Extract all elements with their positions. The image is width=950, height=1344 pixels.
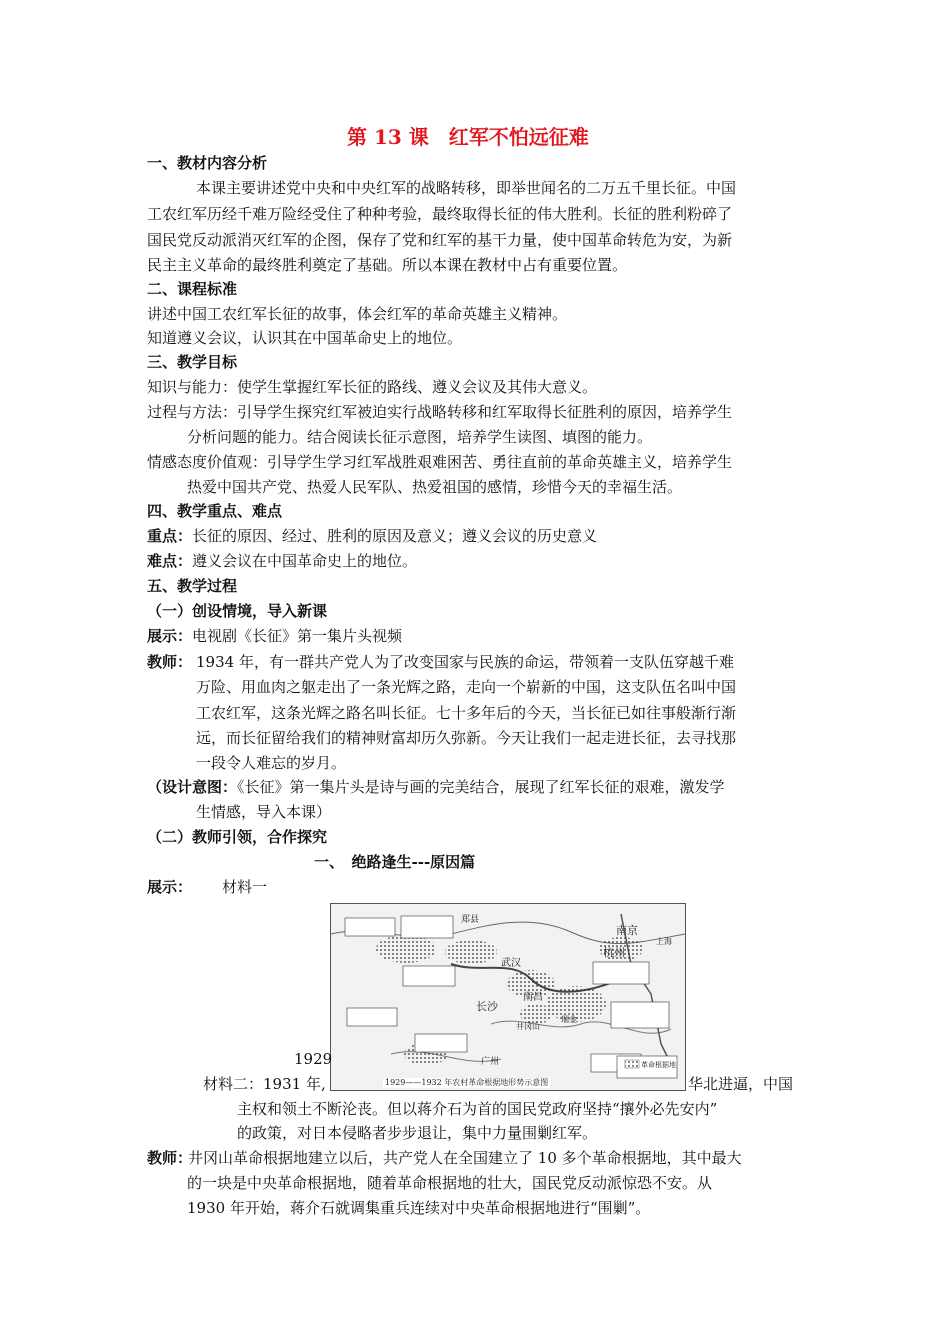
map-label: 南昌 (523, 992, 543, 1003)
key-point-label: 重点： (147, 527, 193, 545)
paragraph-line: 工农红军历经千难万险经受住了种种考验，最终取得长征的伟大胜利。长征的胜利粉碎了 (147, 205, 733, 223)
base-map-figure (330, 903, 686, 1091)
paragraph-line: 讲述中国工农红军长征的故事，体会红军的革命英雄主义精神。 (147, 305, 568, 323)
paragraph-line: 本课主要讲述党中央和中央红军的战略转移，即举世闻名的二万五千里长征。中国 (196, 179, 737, 197)
design-intent-text: 《长征》第一集片头是诗与画的完美结合，展现了红军长征的艰难，激发学 (237, 778, 725, 796)
design-intent-line (147, 777, 725, 797)
teacher-line: 工农红军，这条光辉之路名叫长征。七十多年后的今天，当长征已如往事般渐行渐 (196, 704, 737, 722)
paragraph-line: 知道遵义会议，认识其在中国革命史上的地位。 (147, 329, 463, 347)
teacher-line: 的一块是中央革命根据地，随着革命根据地的壮大，国民党反动派惊恐不安。从 (187, 1174, 713, 1192)
section-heading-process: 五、教学过程 (147, 577, 238, 595)
show-text: 电视剧《长征》第一集片头视频 (192, 627, 403, 645)
teacher-label: 教师： (147, 653, 193, 671)
page-title: 第 13 课 红军不怕远征难 (347, 125, 589, 149)
map-legend-label: 革命根据地 (641, 1061, 676, 1069)
difficulty-label: 难点： (147, 552, 193, 570)
teacher-line: 远，而长征留给我们的精神财富却历久弥新。今天让我们一起走进长征，去寻找那 (196, 729, 737, 747)
material-two-start: 材料二：1931 年, (203, 1075, 326, 1093)
subsection-heading: （二）教师引领，合作探究 (147, 828, 328, 846)
paragraph-line: 情感态度价值观：引导学生学习红军战胜艰难困苦、勇往直前的革命英雄主义，培养学生 (147, 453, 733, 471)
key-point-text: 长征的原因、经过、胜利的原因及意义；遵义会议的历史意义 (192, 527, 598, 545)
paragraph-line: 热爱中国共产党、热爱人民军队、热爱祖国的感情，珍惜今天的幸福生活。 (187, 478, 683, 496)
map-label: 杭州 (603, 946, 625, 959)
section-heading-focus: 四、教学重点、难点 (147, 502, 283, 520)
map-label: 瑞金 (561, 1015, 577, 1024)
material-one-label: 材料一 (222, 878, 268, 896)
base-area (376, 935, 436, 963)
teacher-line: 1930 年开始，蒋介石就调集重兵连续对中央革命根据地进行“围剿”。 (187, 1199, 651, 1217)
show-line (147, 626, 402, 646)
paragraph-line: 国民党反动派消灭红军的企图，保存了党和红军的基干力量，使中国革命转危为安，为新 (147, 231, 733, 249)
section-heading-analysis: 一、教材内容分析 (147, 154, 268, 172)
teacher-label: 教师： (147, 1149, 193, 1167)
section-heading-goals: 三、教学目标 (147, 353, 238, 371)
map-label: 郑县 (461, 915, 480, 925)
material-two-line: 主权和领土不断沦丧。但以蒋介石为首的国民党政府坚持“攘外必先安内” (237, 1100, 718, 1118)
design-intent-label: （设计意图： (147, 778, 238, 796)
show-label: 展示： (147, 627, 193, 645)
section-heading-standard: 二、课程标准 (147, 280, 238, 298)
map-label: 广州 (481, 1057, 500, 1067)
paragraph-line: 民主主义革命的最终胜利奠定了基础。所以本课在教材中占有重要位置。 (147, 256, 628, 274)
teacher-line: 万险、用血肉之躯走出了一条光辉之路，走向一个崭新的中国，这支队伍名叫中国 (196, 678, 737, 696)
base-area (445, 940, 497, 964)
map-label: 武汉 (501, 958, 521, 969)
china-map-illustration (331, 904, 685, 1090)
difficulty-line (147, 551, 417, 571)
teacher-line: 井冈山革命根据地建立以后，共产党人在全国建立了 10 多个革命根据地，其中最大 (188, 1149, 742, 1167)
material-two-line: 的政策，对日本侵略者步步退让，集中力量围剿红军。 (237, 1124, 598, 1142)
map-label: 南京 (616, 924, 638, 937)
part-heading: 一、 绝路逢生---原因篇 (314, 853, 476, 871)
difficulty-text: 遵义会议在中国革命史上的地位。 (192, 552, 418, 570)
map-caption: 1929——1932 年农村革命根据地形势示意图 (385, 1078, 549, 1087)
map-label: 上海 (656, 937, 672, 946)
paragraph-line: 知识与能力：使学生掌握红军长征的路线、遵义会议及其伟大意义。 (147, 378, 598, 396)
key-point-line (147, 526, 597, 546)
paragraph-line: 过程与方法：引导学生探究红军被迫实行战略转移和红军取得长征胜利的原因，培养学生 (147, 403, 733, 421)
map-label: 井冈山 (516, 1022, 540, 1031)
show-label: 展示： (147, 878, 193, 896)
map-label: 长沙 (476, 1000, 498, 1013)
base-area (520, 1004, 552, 1024)
year-fragment: 1929 (294, 1050, 333, 1068)
subsection-heading: （一）创设情境，导入新课 (147, 602, 328, 620)
design-intent-line: 生情感，导入本课） (196, 803, 332, 821)
teacher-line: 1934 年，有一群共产党人为了改变国家与民族的命运，带领着一支队伍穿越千难 (196, 653, 734, 671)
material-two-end: 华北进逼，中国 (688, 1075, 794, 1093)
teacher-line: 一段令人难忘的岁月。 (196, 754, 347, 772)
paragraph-line: 分析问题的能力。结合阅读长征示意图，培养学生读图、填图的能力。 (187, 428, 653, 446)
